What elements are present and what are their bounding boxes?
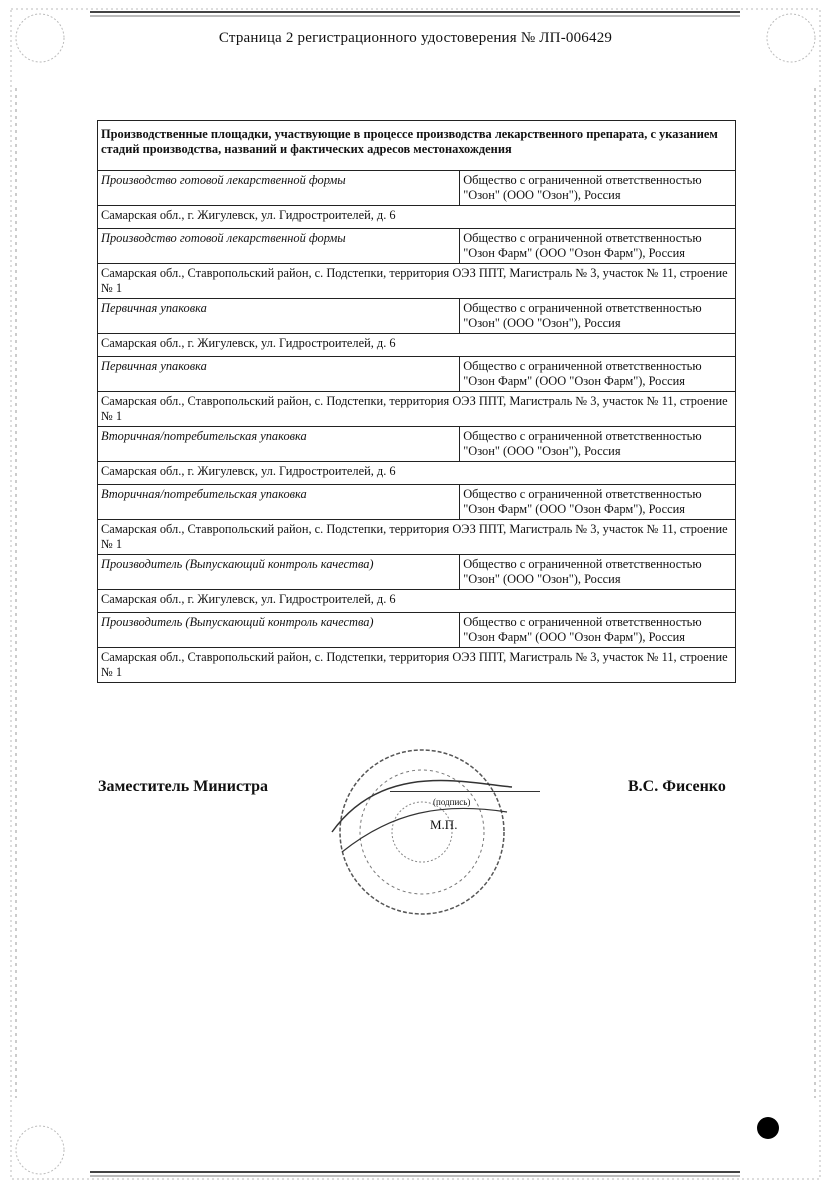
stage-name: Производство готовой лекарственной формы [98, 229, 460, 264]
signatory-name: В.С. Фисенко [628, 778, 726, 795]
site-address: Самарская обл., г. Жигулевск, ул. Гидростроителей, д. 6 [98, 590, 736, 613]
address-row [98, 392, 736, 427]
company-name: Общество с ограниченной ответственностью "Озон" (ООО "Озон"), Россия [460, 171, 736, 206]
site-address: Самарская обл., Ставропольский район, с. Подстепки, территория ОЭЗ ППТ, Магистраль № 3, участок № 11, строение № 1 [98, 264, 736, 299]
punch-hole [757, 1117, 779, 1139]
signature-caption: (подпись) [433, 797, 471, 807]
address-row [98, 264, 736, 299]
site-address: Самарская обл., г. Жигулевск, ул. Гидростроителей, д. 6 [98, 334, 736, 357]
address-row [98, 334, 736, 357]
site-address: Самарская обл., г. Жигулевск, ул. Гидростроителей, д. 6 [98, 462, 736, 485]
company-name: Общество с ограниченной ответственностью "Озон" (ООО "Озон"), Россия [460, 299, 736, 334]
site-address: Самарская обл., Ставропольский район, с. Подстепки, территория ОЭЗ ППТ, Магистраль № 3, участок № 11, строение № 1 [98, 392, 736, 427]
stage-name: Вторичная/потребительская упаковка [98, 427, 460, 462]
company-name: Общество с ограниченной ответственностью "Озон" (ООО "Озон"), Россия [460, 427, 736, 462]
stage-row [98, 171, 736, 206]
address-row [98, 520, 736, 555]
stage-name: Первичная упаковка [98, 357, 460, 392]
address-row [98, 206, 736, 229]
table-heading-row [98, 121, 736, 171]
address-row [98, 590, 736, 613]
stage-name: Производитель (Выпускающий контроль качества) [98, 613, 460, 648]
stage-row [98, 613, 736, 648]
manufacturing-sites-table [97, 120, 736, 683]
table-heading: Производственные площадки, участвующие в процессе производства лекарственного препарата, с указанием стадий производства, названий и фактических адресов местонахождения [98, 121, 736, 171]
stage-row [98, 357, 736, 392]
stage-name: Производитель (Выпускающий контроль качества) [98, 555, 460, 590]
page-title: Страница 2 регистрационного удостоверения № ЛП-006429 [218, 30, 613, 46]
seal-mark: М.П. [430, 817, 458, 832]
signatory-position: Заместитель Министра [98, 778, 269, 795]
stage-name: Производство готовой лекарственной формы [98, 171, 460, 206]
signature-line [390, 791, 540, 792]
site-address: Самарская обл., Ставропольский район, с. Подстепки, территория ОЭЗ ППТ, Магистраль № 3, участок № 11, строение № 1 [98, 520, 736, 555]
stage-row [98, 485, 736, 520]
stage-row [98, 555, 736, 590]
address-row [98, 462, 736, 485]
site-address: Самарская обл., г. Жигулевск, ул. Гидростроителей, д. 6 [98, 206, 736, 229]
address-row [98, 648, 736, 683]
company-name: Общество с ограниченной ответственностью "Озон" (ООО "Озон"), Россия [460, 555, 736, 590]
stage-row [98, 427, 736, 462]
company-name: Общество с ограниченной ответственностью "Озон Фарм" (ООО "Озон Фарм"), Россия [460, 357, 736, 392]
official-stamp [322, 742, 522, 922]
company-name: Общество с ограниченной ответственностью "Озон Фарм" (ООО "Озон Фарм"), Россия [460, 485, 736, 520]
stage-name: Первичная упаковка [98, 299, 460, 334]
stage-row [98, 299, 736, 334]
stage-name: Вторичная/потребительская упаковка [98, 485, 460, 520]
site-address: Самарская обл., Ставропольский район, с. Подстепки, территория ОЭЗ ППТ, Магистраль № 3, участок № 11, строение № 1 [98, 648, 736, 683]
company-name: Общество с ограниченной ответственностью "Озон Фарм" (ООО "Озон Фарм"), Россия [460, 229, 736, 264]
company-name: Общество с ограниченной ответственностью "Озон Фарм" (ООО "Озон Фарм"), Россия [460, 613, 736, 648]
stage-row [98, 229, 736, 264]
